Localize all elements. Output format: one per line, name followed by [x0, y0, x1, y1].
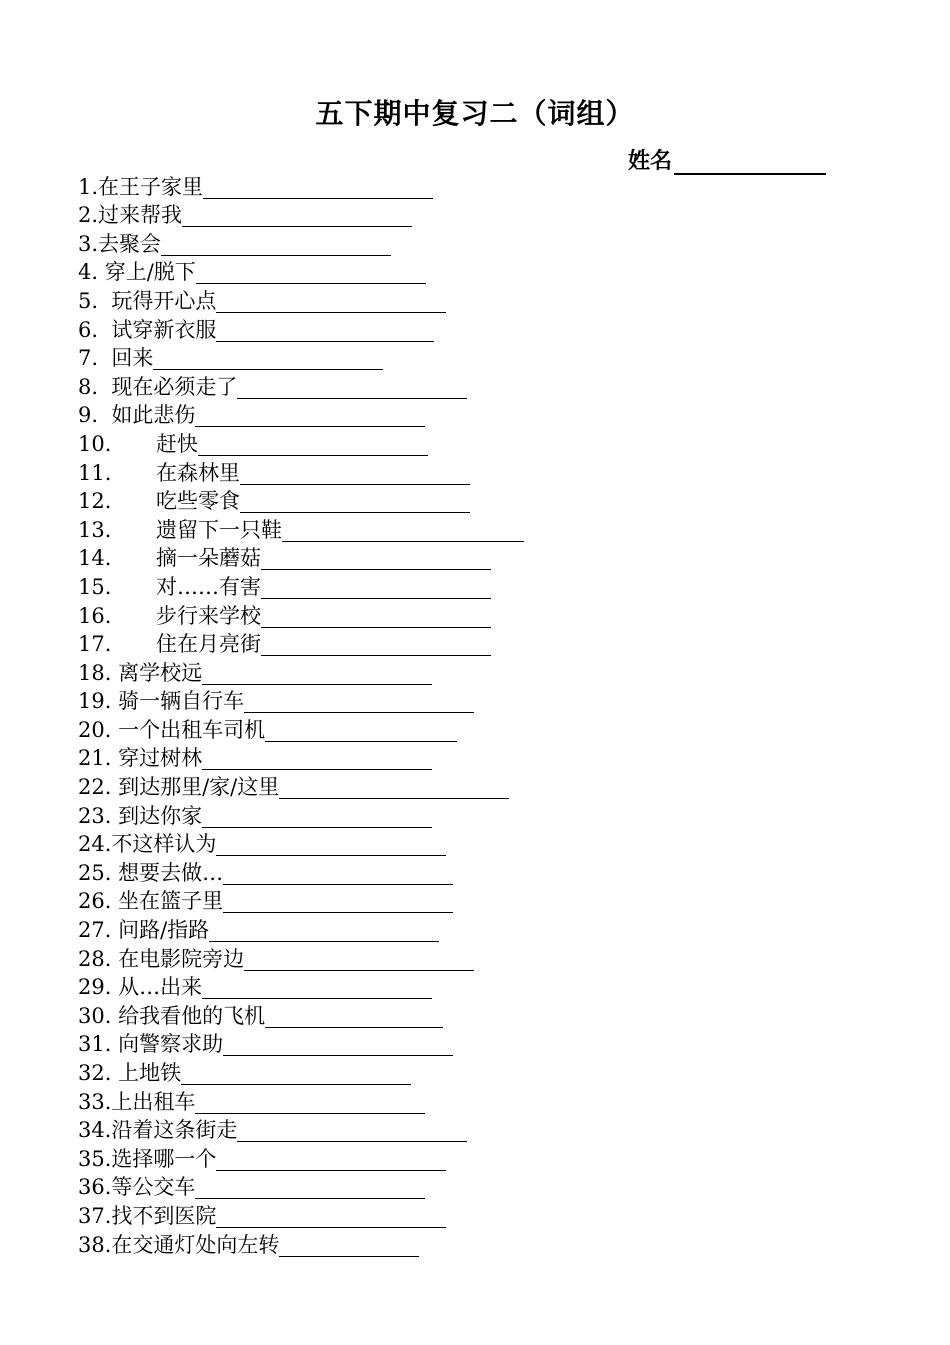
item-phrase: 上出租车 [111, 1089, 196, 1114]
item-number: 17. [78, 632, 112, 657]
item-phrase: 现在必须走了 [111, 374, 238, 399]
item-phrase: 问路/指路 [118, 918, 210, 943]
answer-blank[interactable] [196, 261, 426, 284]
item-phrase: 给我看他的飞机 [118, 1003, 266, 1028]
item-phrase: 骑一辆自行车 [118, 689, 245, 714]
list-item [78, 1173, 524, 1202]
item-number: 2. [78, 203, 99, 228]
answer-blank[interactable] [261, 605, 491, 628]
answer-blank[interactable] [244, 948, 474, 971]
name-label: 姓名 [628, 149, 673, 174]
answer-blank[interactable] [261, 547, 491, 570]
answer-blank[interactable] [216, 290, 446, 313]
item-number: 18. [78, 660, 119, 685]
list-item [78, 944, 524, 973]
answer-blank[interactable] [202, 805, 432, 828]
answer-blank[interactable] [181, 1062, 411, 1085]
list-item [78, 172, 524, 201]
item-phrase: 住在月亮街 [156, 632, 261, 657]
item-number: 33. [78, 1089, 112, 1114]
list-item [78, 544, 524, 573]
answer-blank[interactable] [161, 233, 391, 256]
item-phrase: 一个出租车司机 [118, 717, 266, 742]
item-phrase: 在交通灯处向左转 [111, 1232, 280, 1257]
answer-blank[interactable] [223, 1033, 453, 1056]
item-phrase: 离学校远 [118, 660, 203, 685]
list-item [78, 658, 524, 687]
list-item [78, 572, 524, 601]
item-number: 19. [78, 689, 119, 714]
answer-blank[interactable] [198, 433, 428, 456]
list-item [78, 630, 524, 659]
name-field [628, 144, 826, 175]
item-number: 1. [78, 174, 99, 199]
item-number: 27. [78, 918, 119, 943]
item-phrase: 从…出来 [118, 975, 203, 1000]
answer-blank[interactable] [244, 690, 474, 713]
item-number: 24. [78, 832, 112, 857]
item-phrase: 想要去做… [118, 860, 224, 885]
item-number: 5. [78, 288, 112, 313]
item-number: 38. [78, 1232, 112, 1257]
list-item [78, 458, 524, 487]
list-item [78, 229, 524, 258]
item-number: 22. [78, 775, 119, 800]
list-item [78, 1030, 524, 1059]
item-phrase: 沿着这条街走 [111, 1118, 238, 1143]
answer-blank[interactable] [279, 1234, 419, 1257]
list-item [78, 286, 524, 315]
list-item [78, 858, 524, 887]
item-number: 26. [78, 889, 119, 914]
item-number: 35. [78, 1146, 112, 1171]
answer-blank[interactable] [209, 919, 439, 942]
list-item [78, 315, 524, 344]
item-phrase: 摘一朵蘑菇 [156, 546, 261, 571]
item-phrase: 选择哪一个 [111, 1146, 217, 1171]
item-number: 37. [78, 1203, 112, 1228]
list-item [78, 715, 524, 744]
list-item [78, 772, 524, 801]
answer-blank[interactable] [237, 1119, 467, 1142]
item-phrase: 等公交车 [111, 1175, 196, 1200]
answer-blank[interactable] [202, 747, 432, 770]
phrase-list [78, 172, 524, 1259]
item-phrase: 如此悲伤 [111, 403, 196, 428]
item-number: 11. [78, 460, 112, 485]
answer-blank[interactable] [261, 633, 491, 656]
item-phrase: 向警察求助 [118, 1032, 224, 1057]
item-number: 14. [78, 546, 112, 571]
list-item [78, 1001, 524, 1030]
item-phrase: 穿上/脱下 [104, 260, 196, 285]
item-number: 13. [78, 517, 112, 542]
item-phrase: 穿过树林 [118, 746, 203, 771]
item-number: 3. [78, 231, 99, 256]
item-number: 31. [78, 1032, 119, 1057]
item-phrase: 步行来学校 [156, 603, 261, 628]
item-number: 16. [78, 603, 112, 628]
answer-blank[interactable] [216, 1205, 446, 1228]
item-phrase: 试穿新衣服 [111, 317, 217, 342]
list-item [78, 973, 524, 1002]
list-item [78, 487, 524, 516]
answer-blank[interactable] [261, 576, 491, 599]
item-phrase: 在森林里 [156, 460, 240, 485]
answer-blank[interactable] [195, 404, 425, 427]
item-number: 6. [78, 317, 112, 342]
item-number: 36. [78, 1175, 112, 1200]
answer-blank[interactable] [216, 833, 446, 856]
answer-blank[interactable] [265, 719, 457, 742]
item-phrase: 在电影院旁边 [118, 946, 245, 971]
answer-blank[interactable] [153, 347, 383, 370]
list-item [78, 1058, 524, 1087]
answer-blank[interactable] [223, 862, 453, 885]
item-phrase: 到达那里/家/这里 [118, 775, 280, 800]
list-item [78, 887, 524, 916]
item-number: 15. [78, 574, 112, 599]
item-number: 12. [78, 489, 112, 514]
answer-blank[interactable] [195, 1091, 425, 1114]
answer-blank[interactable] [240, 490, 470, 513]
item-number: 9. [78, 403, 112, 428]
item-phrase: 吃些零食 [156, 489, 240, 514]
answer-blank[interactable] [237, 376, 467, 399]
item-phrase: 对……有害 [156, 574, 261, 599]
list-item [78, 915, 524, 944]
item-number: 7. [78, 346, 112, 371]
list-item [78, 1230, 524, 1259]
item-phrase: 遗留下一只鞋 [156, 517, 282, 542]
answer-blank[interactable] [202, 976, 432, 999]
list-item [78, 830, 524, 859]
item-number: 20. [78, 717, 119, 742]
answer-blank[interactable] [202, 662, 432, 685]
answer-blank[interactable] [195, 1176, 425, 1199]
item-number: 23. [78, 803, 119, 828]
item-phrase: 赶快 [156, 431, 198, 456]
name-blank[interactable] [674, 149, 826, 175]
list-item [78, 601, 524, 630]
item-phrase: 上地铁 [118, 1061, 182, 1085]
list-item [78, 1201, 524, 1230]
list-item [78, 258, 524, 287]
item-phrase: 找不到医院 [111, 1203, 217, 1228]
list-item [78, 744, 524, 773]
item-number: 8. [78, 374, 112, 399]
item-number: 4. [78, 260, 105, 285]
list-item [78, 1116, 524, 1145]
item-number: 25. [78, 860, 119, 885]
answer-blank[interactable] [216, 1148, 446, 1171]
item-number: 28. [78, 946, 119, 971]
item-phrase: 不这样认为 [111, 832, 217, 857]
item-phrase: 到达你家 [118, 803, 203, 828]
item-number: 21. [78, 746, 119, 771]
list-item [78, 372, 524, 401]
item-number: 34. [78, 1118, 112, 1143]
answer-blank[interactable] [282, 519, 524, 542]
answer-blank[interactable] [216, 319, 434, 342]
list-item [78, 344, 524, 373]
item-number: 30. [78, 1003, 119, 1028]
answer-blank[interactable] [265, 1005, 443, 1028]
list-item [78, 1087, 524, 1116]
list-item [78, 515, 524, 544]
item-number: 32. [78, 1061, 119, 1085]
list-item [78, 1144, 524, 1173]
list-item [78, 687, 524, 716]
item-phrase: 过来帮我 [98, 203, 183, 228]
item-phrase: 在王子家里 [98, 174, 204, 199]
answer-blank[interactable] [182, 204, 412, 227]
item-phrase: 坐在篮子里 [118, 889, 224, 914]
list-item [78, 401, 524, 430]
answer-blank[interactable] [279, 776, 509, 799]
list-item [78, 429, 524, 458]
answer-blank[interactable] [240, 462, 470, 485]
item-number: 10. [78, 431, 112, 456]
list-item [78, 201, 524, 230]
answer-blank[interactable] [223, 890, 453, 913]
page-title: 五下期中复习二（词组） [315, 97, 635, 130]
item-phrase: 去聚会 [98, 231, 162, 256]
item-number: 29. [78, 975, 119, 1000]
item-phrase: 玩得开心点 [111, 288, 217, 313]
list-item [78, 801, 524, 830]
answer-blank[interactable] [203, 176, 433, 199]
item-phrase: 回来 [111, 346, 154, 371]
